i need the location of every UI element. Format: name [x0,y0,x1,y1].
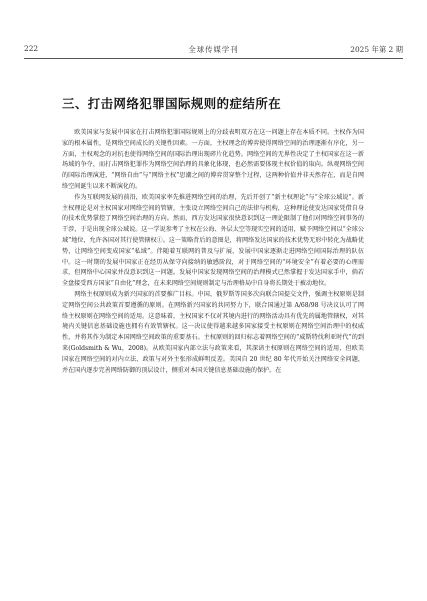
header-divider [24,58,403,59]
paragraph: 欧美国家与发展中国家在打击网络犯罪国际规则上的分歧表明双方在这一问题上存在本质不同。主权作为国家的根本属性，是网络空间成长的关键性因素。一方面，主权理念的博弈使得网络空间的治理逐渐有序化，另一方面，主权观念的对抗也使得网络空间的国际治理出现碎片化趋势。网络空间的无界性决定了主权国家在这一新场域的争夺，而打击网络犯罪作为网络空间治理的具象化体现，也必然需要体现主权价值的取向。纵观网络空间的国际治理演进，“网络自由”与“网络主权”思潮之间的博弈贯穿整个过程，这两种价值并非天然存在，而是自网络空间诞生以来不断演化的。 [62,129,364,190]
page-number: 222 [24,44,39,53]
section-heading: 三、打击网络犯罪国际规则的症结所在 [62,96,282,111]
article-body [62,128,364,376]
paragraph: 网络主权原则成为新兴国家的首要推广目标。中国、俄罗斯等国多次向联合国提交文件，强调主权原则是制定网络空间公共政策首要遵循的原则。在网络新兴国家的共同努力下，联合国通过第 A/68/98 号决议认可了网络主权原则在网络空间的适用。这意味着，主权国家不仅对其境内进行的网络活动具有优先的属地管辖权，对其境内关键信息基础设施也拥有有效管辖权。这一决议使得越来越多国家接受主权原则在网络空间治理中的权威性，并将其作为制定本国网络空间政策的重要基石。主权原则的回归标志着网络空间的“威斯特伐利亚时代”的到来(Goldsmith & Wu，2008)。从欧美国家内部立法与政策来看，其深谙主权原则在网络空间的适用，但欧美国家在网络空间的对内立法、政策与对外主张形成鲜明反差。美国自 20 世纪 80 年代开始关注网络安全问题，并在国内逐步完善网络防御的顶层设计，侧重对本国关键信息基础设施的保护。在 [62,290,364,374]
journal-name: 全球传媒学刊 [188,45,239,54]
paragraph: 作为互联网发展的前沿，欧美国家率先推进网络空间的治理，先后开创了“新主权理论”与“全球公域说”。新主权理论是对主权国家对网络空间的管辖，主张设立网络空间自己的法律与机构，这种理论使发达国家凭借自身的技术优势掌控了网络空间治理的方向。然而，西方发达国家很快意识到这一理论限制了他们对网络空间事务的干涉，于是出现全球公域说。这一学说参考了主权在公海、外层太空等现实空间的适用，赋予网络空间以“全球公域”地位，允许各国对其行使管辖权①。这一策略背后的意图是，将网络发达国家的技术优势无形中转化为战略优势，让网络空间变成国家“私域”。伴随着互联网的普及与扩展，发展中国家逐渐走进网络空间国际治理的队伍中。这一时期的发展中国家正在经历从保守向接纳的敏感阶段，对于网络空间的“环境安全”有着必要的心理需求，但网络中心国家并没意识到这一问题。发展中国家发现网络空间的治理模式已然掌握于发达国家手中，倘若全盘接受西方国家“自由化”理念，在未来网络空间规则制定与治理格局中自身将长期处于被动地位。 [62,193,364,288]
issue-label: 2025 年第 2 期 [350,45,403,54]
running-header [24,44,403,56]
